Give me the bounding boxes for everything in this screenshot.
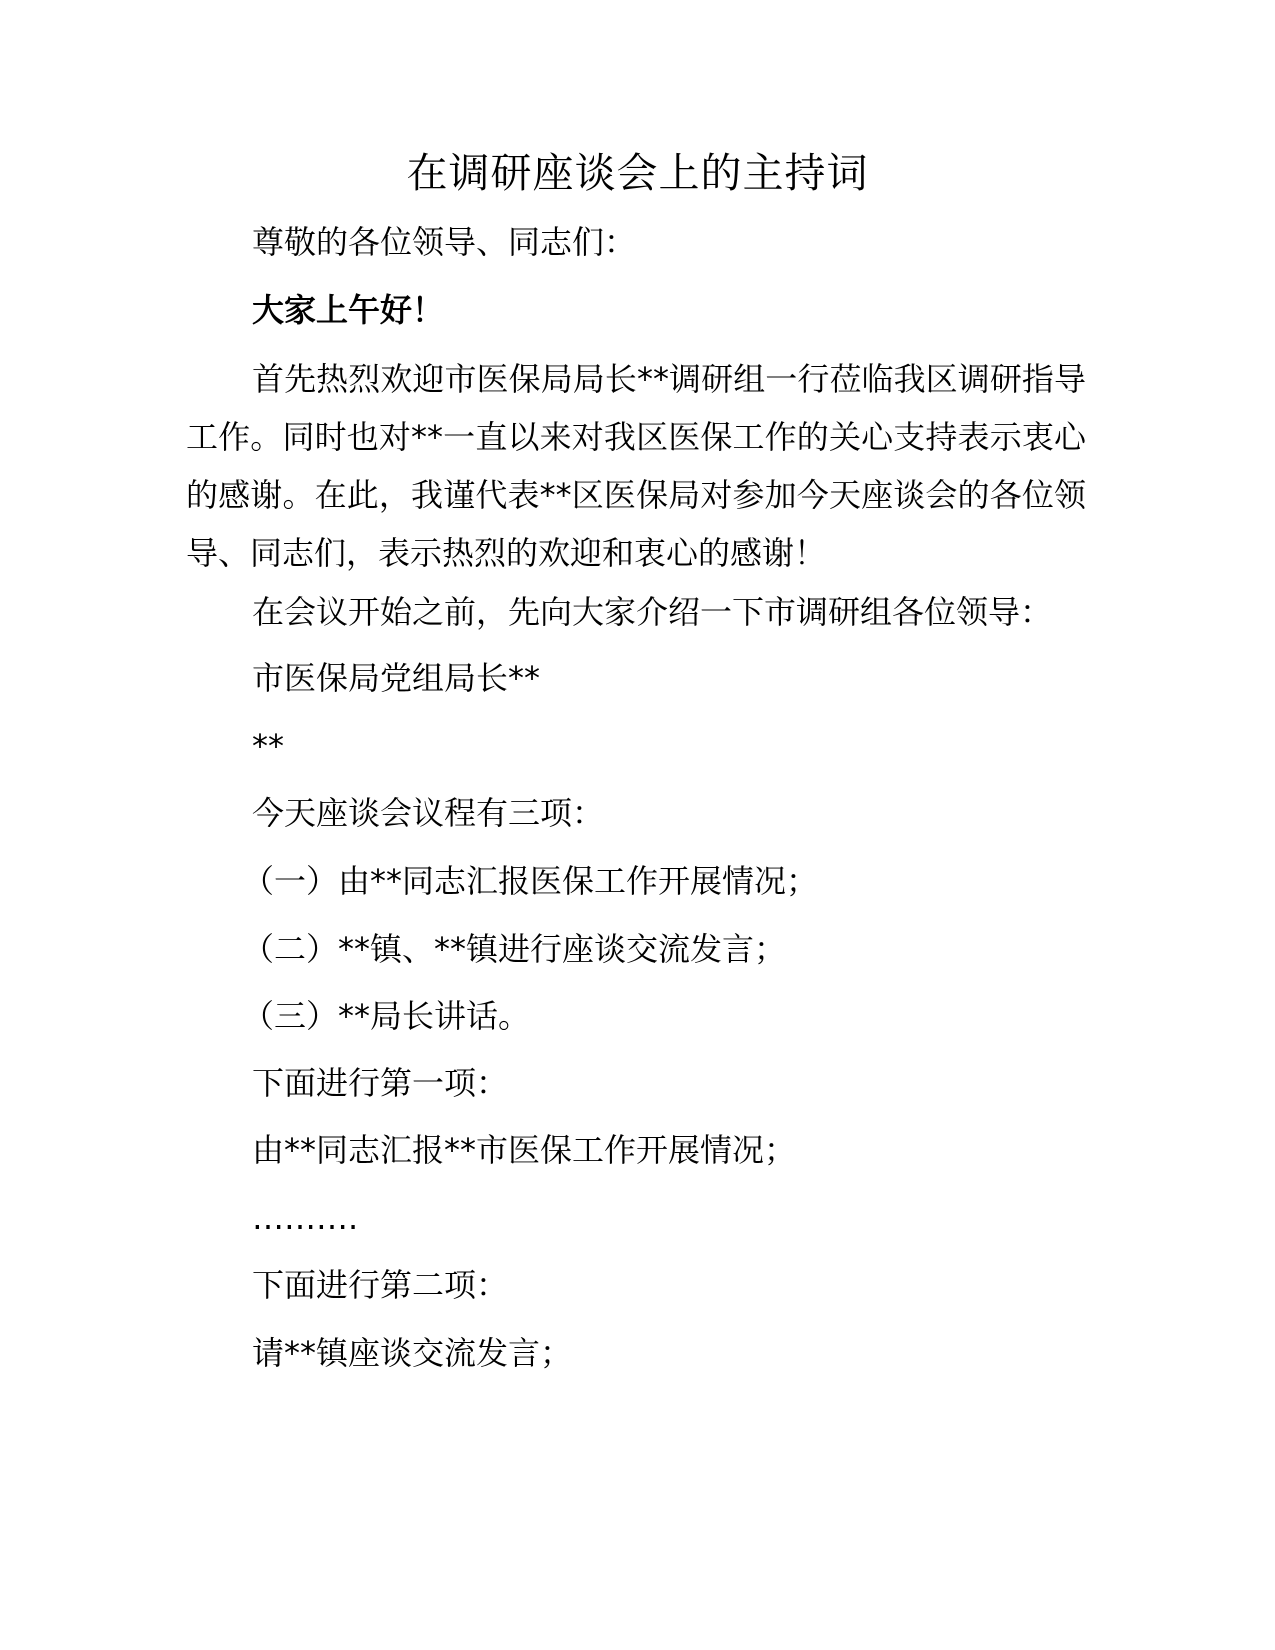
greeting: 大家上午好！: [252, 291, 445, 329]
intro-line: 在会议开始之前，先向大家介绍一下市调研组各位领导：: [252, 593, 1053, 631]
ellipsis: ……….: [252, 1199, 359, 1237]
agenda-item: （一）由**同志汇报医保工作开展情况；: [242, 862, 819, 900]
agenda-item: （二）**镇、**镇进行座谈交流发言；: [242, 930, 787, 968]
item2-heading: 下面进行第二项：: [252, 1266, 509, 1304]
leader-line: 市医保局党组局长**: [252, 659, 541, 697]
item1-text: 由**同志汇报**市医保工作开展情况；: [252, 1131, 797, 1169]
agenda-intro: 今天座谈会议程有三项：: [252, 794, 605, 832]
agenda-item: （三）**局长讲话。: [242, 997, 531, 1035]
leader-line: **: [252, 727, 284, 765]
document-title: 在调研座谈会上的主持词: [406, 149, 869, 197]
welcome-paragraph: 首先热烈欢迎市医保局局长**调研组一行莅临我区调研指导工作。同时也对**一直以来对我区医保工作的关心支持表示衷心的感谢。在此，我谨代表**区医保局对参加今天座谈会的各位领导、同志们，表示热烈的欢迎和衷心的感谢！: [186, 360, 1086, 572]
salutation: 尊敬的各位领导、同志们：: [252, 223, 637, 261]
item2-text: 请**镇座谈交流发言；: [252, 1334, 573, 1372]
item1-heading: 下面进行第一项：: [252, 1064, 509, 1102]
